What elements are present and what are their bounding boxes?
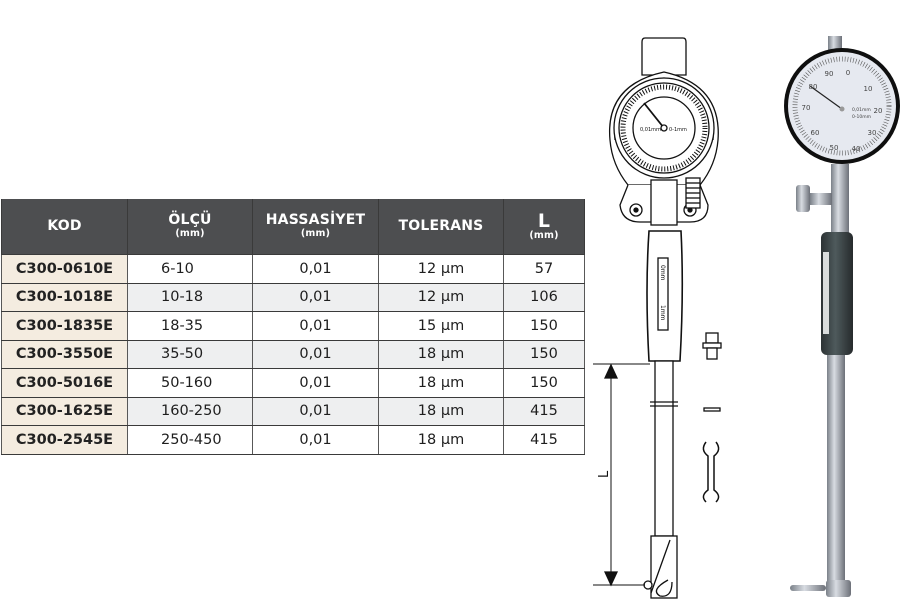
dial-left-text: 0,01mm — [640, 127, 661, 133]
table-row — [2, 397, 585, 426]
cell-range: 250-450 — [128, 426, 253, 455]
header-l — [504, 199, 585, 255]
header-label: TOLERANS — [398, 218, 484, 234]
dial-text-1: 0,01mm — [852, 108, 871, 113]
dial-number-10: 10 — [863, 85, 873, 93]
cell-range: 18-35 — [128, 312, 253, 341]
cell-precision: 0,01 — [253, 397, 379, 426]
cell-tolerance: 18 µm — [379, 426, 504, 455]
dial-number-60: 60 — [810, 129, 820, 137]
table-row — [2, 369, 585, 398]
header-label: HASSASİYET — [265, 212, 366, 228]
bore-gauge-drawing — [590, 30, 750, 607]
cell-tolerance: 15 µm — [379, 312, 504, 341]
cell-code: C300-1018E — [2, 283, 128, 312]
dial-number-90: 90 — [824, 70, 834, 78]
cell-precision: 0,01 — [253, 255, 379, 284]
handle-text-top: 0mm — [659, 265, 666, 281]
table-row — [2, 426, 585, 455]
header-olcu — [128, 199, 253, 255]
cell-precision: 0,01 — [253, 312, 379, 341]
dial-right-text: 0-1mm — [669, 127, 687, 133]
dial-number-40: 40 — [851, 145, 861, 153]
table-header-row — [2, 199, 585, 255]
cell-range: 35-50 — [128, 340, 253, 369]
dial-number-70: 70 — [801, 104, 811, 112]
dimension-label: L — [597, 470, 612, 478]
header-unit: (mm) — [175, 228, 205, 239]
table-row — [2, 340, 585, 369]
header-label: KOD — [47, 218, 82, 234]
header-hassasiyet — [253, 199, 379, 255]
cell-length: 150 — [504, 369, 585, 398]
cell-tolerance: 18 µm — [379, 340, 504, 369]
cell-length: 150 — [504, 340, 585, 369]
header-unit: (mm) — [529, 229, 559, 241]
header-tolerans — [379, 199, 504, 255]
cell-range: 50-160 — [128, 369, 253, 398]
cell-code: C300-2545E — [2, 426, 128, 455]
table-row — [2, 312, 585, 341]
cell-length: 415 — [504, 397, 585, 426]
header-label: L — [537, 209, 551, 232]
cell-length: 57 — [504, 255, 585, 284]
header-kod — [2, 199, 128, 255]
cell-length: 150 — [504, 312, 585, 341]
dial-text-2: 0-10mm — [852, 115, 871, 120]
cell-precision: 0,01 — [253, 369, 379, 398]
spec-table — [1, 199, 585, 455]
cell-tolerance: 18 µm — [379, 369, 504, 398]
cell-length: 106 — [504, 283, 585, 312]
cell-precision: 0,01 — [253, 283, 379, 312]
table-row — [2, 255, 585, 284]
table-row — [2, 283, 585, 312]
cell-tolerance: 18 µm — [379, 397, 504, 426]
cell-range: 10-18 — [128, 283, 253, 312]
cell-precision: 0,01 — [253, 426, 379, 455]
cell-tolerance: 12 µm — [379, 255, 504, 284]
cell-range: 160-250 — [128, 397, 253, 426]
dial-number-0: 0 — [845, 69, 851, 77]
cell-code: C300-0610E — [2, 255, 128, 284]
cell-tolerance: 12 µm — [379, 283, 504, 312]
cell-length: 415 — [504, 426, 585, 455]
dial-number-20: 20 — [873, 107, 883, 115]
cell-code: C300-1625E — [2, 397, 128, 426]
handle-text-bottom: 1mm — [659, 305, 666, 321]
header-label: ÖLÇÜ — [168, 212, 212, 228]
dial-number-30: 30 — [867, 129, 877, 137]
cell-code: C300-5016E — [2, 369, 128, 398]
header-unit: (mm) — [300, 228, 331, 239]
dial-number-50: 50 — [829, 144, 839, 152]
bore-gauge-photo — [770, 30, 913, 607]
cell-range: 6-10 — [128, 255, 253, 284]
dial-number-80: 80 — [808, 83, 818, 91]
cell-code: C300-1835E — [2, 312, 128, 341]
cell-precision: 0,01 — [253, 340, 379, 369]
cell-code: C300-3550E — [2, 340, 128, 369]
